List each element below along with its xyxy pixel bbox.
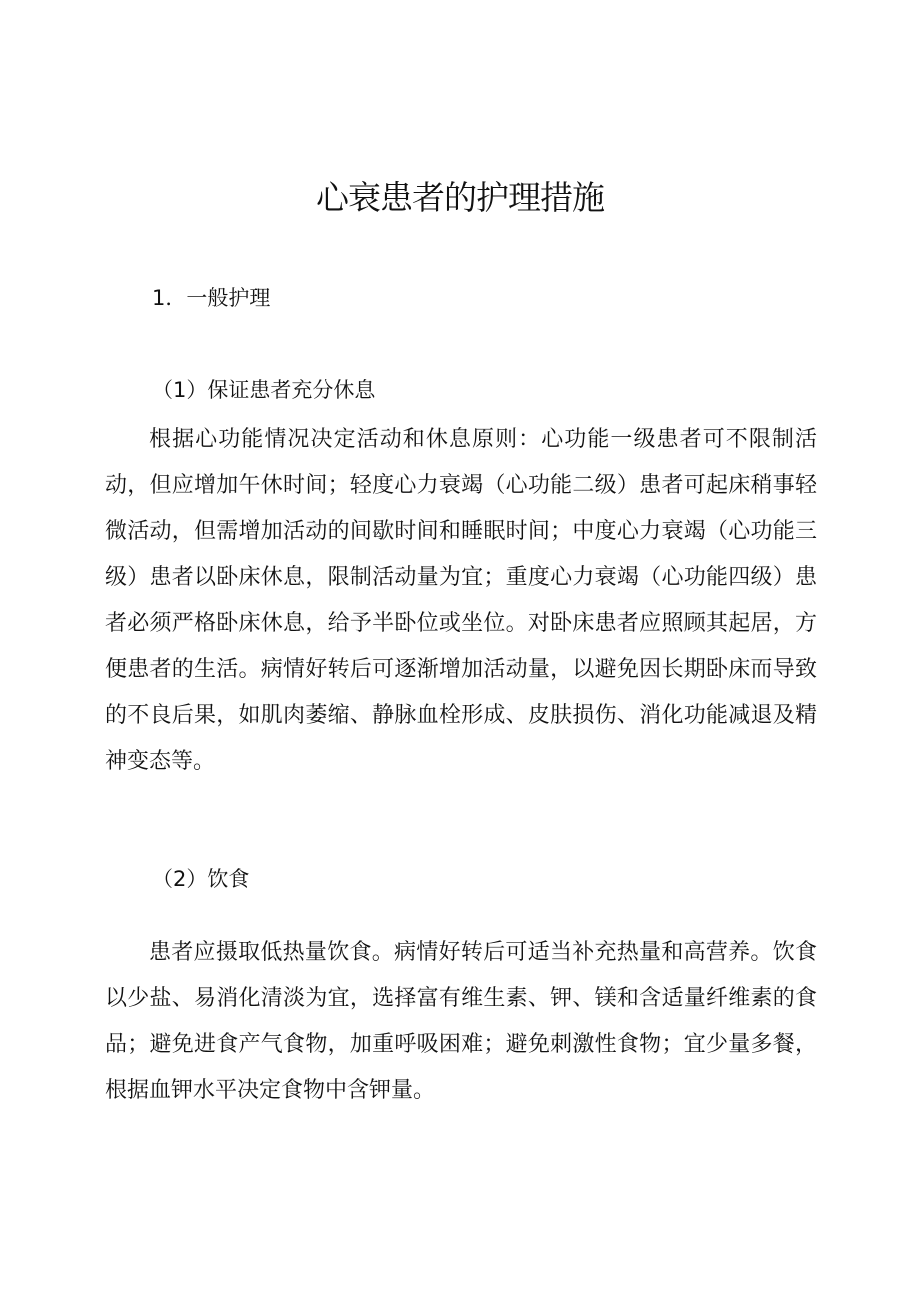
paragraph-diet: 患者应摄取低热量饮食。病情好转后可适当补充热量和高营养。饮食以少盐、易消化清淡为宜，选择富有维生素、钾、镁和含适量纤维素的食品；避免进食产气食物，加重呼吸困难；避免刺激性食物；宜少量多餐，根据血钾水平决定食物中含钾量。 (105, 940, 817, 1103)
section-heading-general-care: 1．一般护理 (152, 286, 271, 310)
subsection-heading-rest: （1）保证患者充分休息 (152, 378, 376, 402)
document-title: 心衰患者的护理措施 (316, 178, 604, 217)
subsection-heading-diet: （2）饮食 (152, 867, 250, 891)
paragraph-rest: 根据心功能情况决定活动和休息原则：心功能一级患者可不限制活动，但应增加午休时间；轻度心力衰竭（心功能二级）患者可起床稍事轻微活动，但需增加活动的间歇时间和睡眠时间；中度心力衰竭（心功能三级）患者以卧床休息，限制活动量为宜；重度心力衰竭（心功能四级）患者必须严格卧床休息，给予半卧位或坐位。对卧床患者应照顾其起居，方便患者的生活。病情好转后可逐渐增加活动量，以避免因长期卧床而导致的不良后果，如肌肉萎缩、静脉血栓形成、皮肤损伤、消化功能减退及精神变态等。 (105, 427, 817, 774)
